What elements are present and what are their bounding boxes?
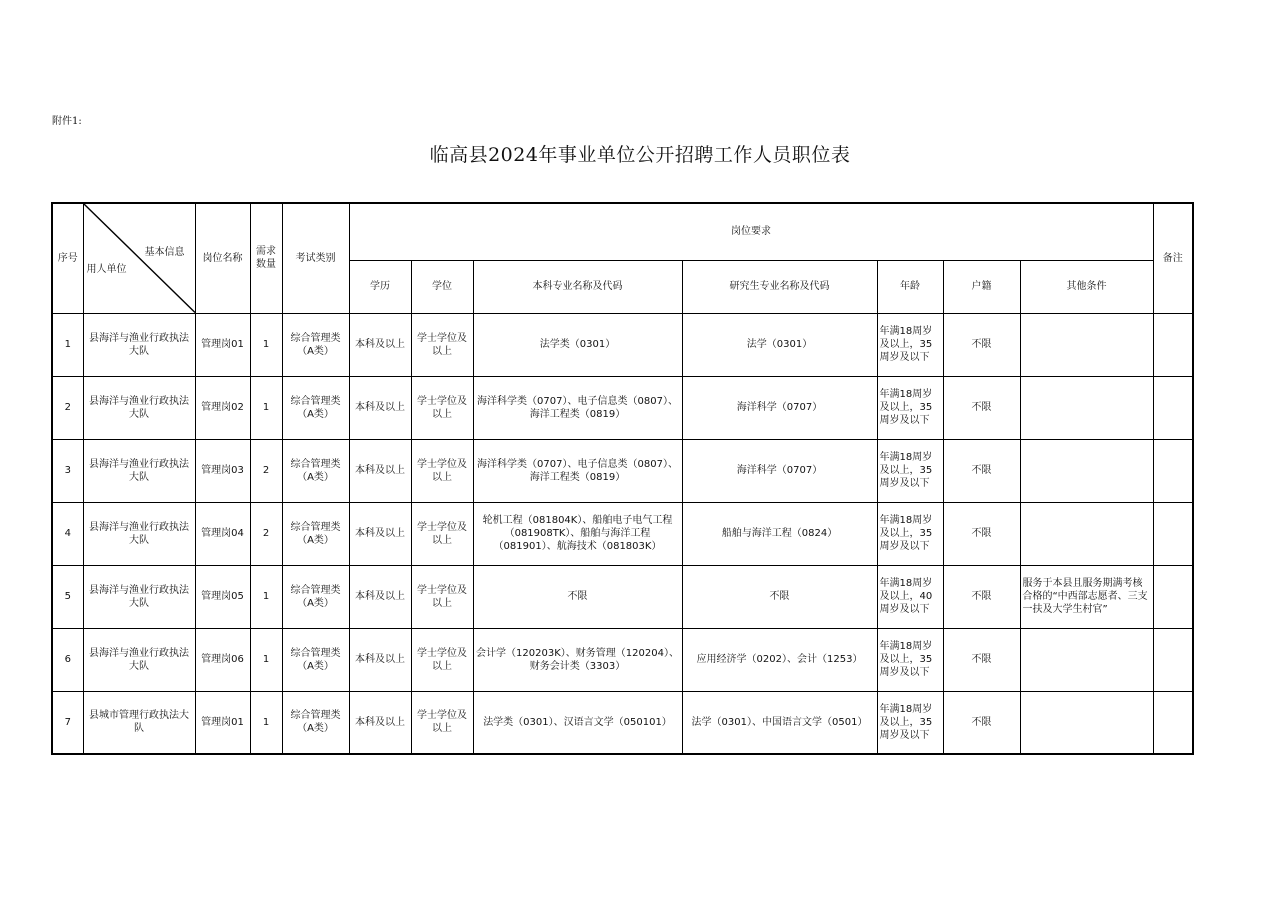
cell-quota: 2 — [250, 502, 282, 565]
cell-other — [1020, 376, 1153, 439]
cell-exam: 综合管理类（A类） — [282, 376, 349, 439]
cell-unit: 县城市管理行政执法大队 — [83, 691, 195, 754]
header-undergrad-major: 本科专业名称及代码 — [473, 260, 682, 313]
cell-exam: 综合管理类（A类） — [282, 628, 349, 691]
cell-other: 服务于本县且服务期满考核合格的“中西部志愿者、三支一扶及大学生村官” — [1020, 565, 1153, 628]
cell-grad: 法学（0301）、中国语言文学（0501） — [682, 691, 877, 754]
attachment-label: 附件1: — [52, 116, 82, 127]
cell-age: 年满18周岁及以上，35周岁及以下 — [877, 439, 943, 502]
cell-unit: 县海洋与渔业行政执法大队 — [83, 376, 195, 439]
cell-age: 年满18周岁及以上，35周岁及以下 — [877, 628, 943, 691]
cell-undergrad: 会计学（120203K）、财务管理（120204）、财务会计类（3303） — [473, 628, 682, 691]
cell-undergrad: 不限 — [473, 565, 682, 628]
cell-exam: 综合管理类（A类） — [282, 691, 349, 754]
cell-undergrad: 海洋科学类（0707）、电子信息类（0807）、海洋工程类（0819） — [473, 376, 682, 439]
cell-undergrad: 轮机工程（081804K）、船舶电子电气工程（081908TK）、船舶与海洋工程（081901）、航海技术（081803K） — [473, 502, 682, 565]
cell-exam: 综合管理类（A类） — [282, 439, 349, 502]
header-requirements: 岗位要求 — [349, 203, 1153, 260]
header-education: 学历 — [349, 260, 411, 313]
cell-unit: 县海洋与渔业行政执法大队 — [83, 565, 195, 628]
cell-education: 本科及以上 — [349, 502, 411, 565]
cell-unit: 县海洋与渔业行政执法大队 — [83, 313, 195, 376]
cell-age: 年满18周岁及以上，35周岁及以下 — [877, 691, 943, 754]
cell-hukou: 不限 — [943, 691, 1020, 754]
cell-position: 管理岗01 — [195, 691, 250, 754]
cell-unit: 县海洋与渔业行政执法大队 — [83, 502, 195, 565]
header-hukou: 户籍 — [943, 260, 1020, 313]
cell-hukou: 不限 — [943, 439, 1020, 502]
cell-other — [1020, 628, 1153, 691]
cell-unit: 县海洋与渔业行政执法大队 — [83, 628, 195, 691]
header-basic-info: 基本信息 — [144, 247, 185, 258]
cell-undergrad: 法学类（0301）、汉语言文学（050101） — [473, 691, 682, 754]
cell-education: 本科及以上 — [349, 376, 411, 439]
cell-remark — [1153, 565, 1193, 628]
header-basic-info-diagonal — [83, 203, 195, 313]
cell-quota: 1 — [250, 376, 282, 439]
cell-quota: 2 — [250, 439, 282, 502]
cell-exam: 综合管理类（A类） — [282, 502, 349, 565]
cell-quota: 1 — [250, 565, 282, 628]
cell-education: 本科及以上 — [349, 565, 411, 628]
header-other: 其他条件 — [1020, 260, 1153, 313]
table-row — [52, 502, 1193, 565]
cell-remark — [1153, 502, 1193, 565]
cell-education: 本科及以上 — [349, 628, 411, 691]
cell-remark — [1153, 439, 1193, 502]
cell-grad: 法学（0301） — [682, 313, 877, 376]
cell-quota: 1 — [250, 628, 282, 691]
cell-seq: 4 — [52, 502, 83, 565]
cell-hukou: 不限 — [943, 376, 1020, 439]
cell-seq: 6 — [52, 628, 83, 691]
header-exam-type: 考试类别 — [282, 203, 349, 313]
cell-position: 管理岗05 — [195, 565, 250, 628]
cell-seq: 2 — [52, 376, 83, 439]
cell-unit: 县海洋与渔业行政执法大队 — [83, 439, 195, 502]
cell-seq: 3 — [52, 439, 83, 502]
cell-grad: 不限 — [682, 565, 877, 628]
cell-quota: 1 — [250, 313, 282, 376]
cell-education: 本科及以上 — [349, 313, 411, 376]
cell-grad: 海洋科学（0707） — [682, 376, 877, 439]
table-row — [52, 565, 1193, 628]
cell-position: 管理岗01 — [195, 313, 250, 376]
cell-hukou: 不限 — [943, 565, 1020, 628]
cell-other — [1020, 313, 1153, 376]
header-position-name: 岗位名称 — [195, 203, 250, 313]
cell-hukou: 不限 — [943, 628, 1020, 691]
cell-grad: 海洋科学（0707） — [682, 439, 877, 502]
cell-age: 年满18周岁及以上，35周岁及以下 — [877, 502, 943, 565]
header-degree: 学位 — [411, 260, 473, 313]
table-row — [52, 439, 1193, 502]
header-remarks: 备注 — [1153, 203, 1193, 313]
cell-position: 管理岗03 — [195, 439, 250, 502]
cell-education: 本科及以上 — [349, 691, 411, 754]
cell-seq: 1 — [52, 313, 83, 376]
cell-other — [1020, 502, 1153, 565]
document-title: 临高县2024年事业单位公开招聘工作人员职位表 — [429, 144, 851, 166]
cell-degree: 学士学位及以上 — [411, 691, 473, 754]
cell-remark — [1153, 628, 1193, 691]
cell-exam: 综合管理类（A类） — [282, 565, 349, 628]
cell-hukou: 不限 — [943, 502, 1020, 565]
header-quota: 需求数量 — [250, 203, 282, 313]
cell-quota: 1 — [250, 691, 282, 754]
cell-other — [1020, 691, 1153, 754]
header-grad-major: 研究生专业名称及代码 — [682, 260, 877, 313]
job-positions-table — [51, 202, 1194, 755]
cell-degree: 学士学位及以上 — [411, 502, 473, 565]
cell-remark — [1153, 376, 1193, 439]
table-row — [52, 376, 1193, 439]
header-employer: 用人单位 — [86, 264, 127, 275]
cell-seq: 5 — [52, 565, 83, 628]
table-row — [52, 628, 1193, 691]
cell-position: 管理岗02 — [195, 376, 250, 439]
cell-hukou: 不限 — [943, 313, 1020, 376]
cell-undergrad: 法学类（0301） — [473, 313, 682, 376]
cell-position: 管理岗04 — [195, 502, 250, 565]
cell-grad: 船舶与海洋工程（0824） — [682, 502, 877, 565]
cell-degree: 学士学位及以上 — [411, 628, 473, 691]
cell-seq: 7 — [52, 691, 83, 754]
cell-age: 年满18周岁及以上，35周岁及以下 — [877, 313, 943, 376]
cell-degree: 学士学位及以上 — [411, 376, 473, 439]
cell-undergrad: 海洋科学类（0707）、电子信息类（0807）、海洋工程类（0819） — [473, 439, 682, 502]
cell-age: 年满18周岁及以上，35周岁及以下 — [877, 376, 943, 439]
table-row — [52, 313, 1193, 376]
cell-degree: 学士学位及以上 — [411, 313, 473, 376]
cell-age: 年满18周岁及以上，40周岁及以下 — [877, 565, 943, 628]
cell-grad: 应用经济学（0202）、会计（1253） — [682, 628, 877, 691]
cell-position: 管理岗06 — [195, 628, 250, 691]
header-age: 年龄 — [877, 260, 943, 313]
cell-education: 本科及以上 — [349, 439, 411, 502]
cell-remark — [1153, 313, 1193, 376]
table-row — [52, 691, 1193, 754]
cell-remark — [1153, 691, 1193, 754]
cell-degree: 学士学位及以上 — [411, 565, 473, 628]
header-row-1 — [52, 203, 1193, 260]
header-seq: 序号 — [52, 203, 83, 313]
cell-degree: 学士学位及以上 — [411, 439, 473, 502]
cell-exam: 综合管理类（A类） — [282, 313, 349, 376]
cell-other — [1020, 439, 1153, 502]
